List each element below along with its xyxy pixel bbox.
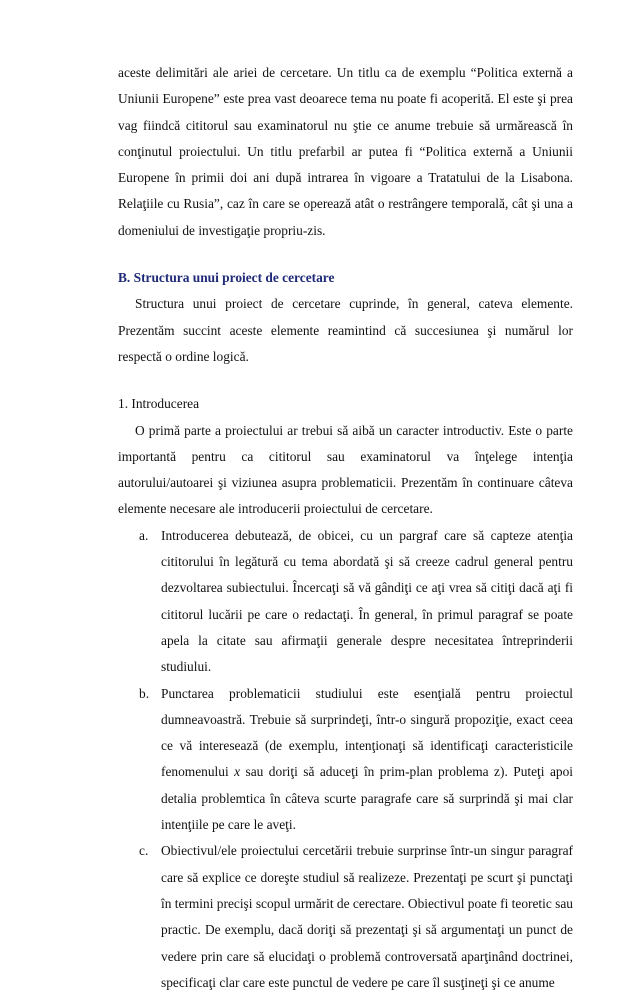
spacer [118,370,573,391]
section-b-heading: B. Structura unui proiect de cercetare [118,270,335,286]
text-column [118,60,573,996]
list-marker: b. [139,685,150,701]
paragraph-title-discussion: aceste delimitări ale ariei de cercetare. Un titlu ca de exemplu “Politica externă a Uniunii Europene” este prea vast deoarece tema nu poate fi acoperită. El este şi prea vag fiindcă cititorul sau examinatorul nu ştie ce anume trebuie să urmărească în conţinutul proiectului. Un titlu prefarbil ar putea fi “Politica externă a Uniunii Europene în primii doi ani după intrarea în vigoare a Tratatului de la Lisabona. Relaţiile cu Rusia”, caz în care se operează atât o restrângere temporală, cât şi una a domeniului de investigaţie propriu-zis. [118,65,573,238]
list-item [118,523,573,681]
list-item-text: Punctarea problematicii studiului este esenţială pentru proiectul dumneavoastră. Trebuie să surprindeţi, într-o singură propoziţie, exact ceea ce vă interesează (de exemplu, intenţionaţi să identificaţi caracteristicile fenomenului [161,685,573,780]
list-item-text: Introducerea debutează, de obicei, cu un pargraf care să capteze atenţia cititorului în legătură cu tema abordată şi să creeze cadrul general pentru dezvoltarea subiectului. Încercaţi să vă gândiţi ce aţi vrea să citiţi dacă aţi fi cititorul lucării pe care o redactaţi. În general, în primul paragraf se poate apela la citate sau afirmaţii generale despre necesitatea întreprinderii studiului. [161,527,573,675]
list-item-text: sau doriţi să aduceţi în prim-plan problema z). Puteţi apoi detalia problemtica în câteva scurte paragrafe care să surprindă şi mai clar intenţiile pe care le aveţi. [161,764,573,833]
variable-x: x [234,764,241,780]
list-item [118,681,573,839]
section-b-paragraph: Structura unui proiect de cercetare cuprinde, în general, cateva elemente. Prezentăm succint aceste elemente reamintind că succesiunea şi numărul lor respectă o ordine logică. [118,296,573,364]
introduction-list [118,523,573,996]
list-item-text: Obiectivul/ele proiectului cercetării trebuie surprinse într-un singur paragraf care să explice ce doreşte studiul să realizeze. Prezentaţi pe scurt şi punctaţi în termini precişi scopul urmărit de cerectare. Obiectivul poate fi teoretic sau practic. De exemplu, dacă doriţi să prezentaţi şi să argumentaţi un punct de vedere prin care să elucidaţi o problemă controversată aparţinând doctrinei, specificaţi clar care este punctul de vedere pe care îl susţineţi şi ce anume [161,843,573,990]
section-1-heading: 1. Introducerea [118,396,200,412]
list-marker: a. [139,527,149,543]
spacer [118,244,573,265]
list-marker: c. [139,843,149,859]
section-1-paragraph: O primă parte a proiectului ar trebui să aibă un caracter introductiv. Este o parte importantă pentru ca cititorul sau examinatorul va înţelege intenţia autorului/autoarei şi viziunea asupra problematicii. Prezentăm în continuare câteva elemente necesare ale introducerii proiectului de cercetare. [118,422,573,517]
list-item [118,838,573,996]
